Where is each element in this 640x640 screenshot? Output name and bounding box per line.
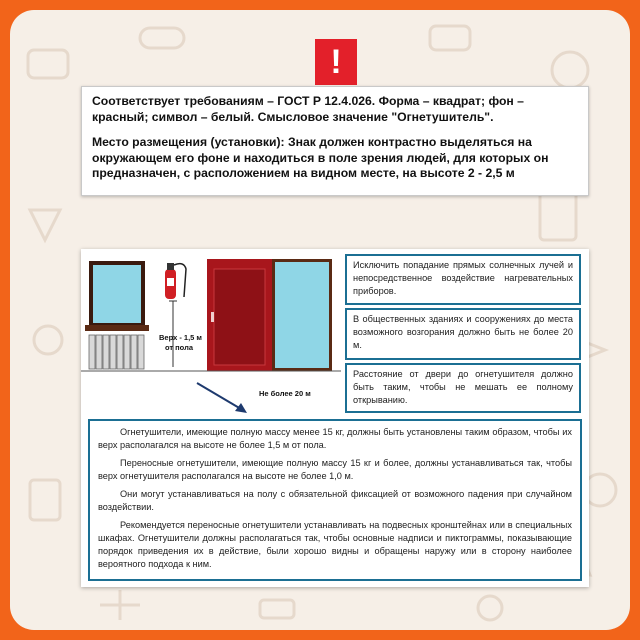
placement-text: Место размещения (установки): Знак должен контрастно выделяться на окружающем его фоне и находиться в поле зрения людей, для которых он предназначен, с расположением на видном месте, на высоте 2 - 2,5 м (92, 135, 549, 180)
rule-paragraph: Огнетушители, имеющие полную массу менее 15 кг, должны быть установлены таким образом, чтобы их верх располагался на высоте не более 1,5 м от пола. (98, 427, 572, 450)
fire-extinguisher-icon (165, 263, 186, 299)
rule-paragraph: Рекомендуется переносные огнетушители устанавливать на подвесных кронштейнах или в специальных шкафах. Огнетушители должны располагаться так, чтобы основные надписи и пиктограммы, показывающие порядок приведения их в действие, были хорошо видны и обращены наружу или в сторону наиболее вероятного подхода к ним. (98, 520, 572, 569)
distance-label: Не более 20 м (259, 389, 311, 398)
rule-paragraph: Переносные огнетушители, имеющие полную массу 15 кг и более, должны устанавливаться так, чтобы верх огнетушителя располагался на высоте не более 1,0 м. (98, 458, 572, 481)
window-illustration (85, 261, 149, 331)
note-sunlight: Исключить попадание прямых солнечных лучей и непосредственное воздействие нагревательных приборов. (345, 254, 581, 305)
distance-arrow (197, 383, 247, 413)
standard-text: Соответствует требованиям – ГОСТ Р 12.4.026. Форма – квадрат; фон – красный; символ – белый. Смысловое значение "Огнетушитель". (92, 94, 524, 124)
installation-rules-box (88, 419, 582, 581)
page-frame (10, 10, 630, 630)
door-glass-panel (272, 259, 332, 371)
rule-paragraph: Они могут устанавливаться на полу с обязательной фиксацией от возможного падения при случайном воздействии. (98, 489, 572, 512)
radiator-illustration (89, 335, 144, 369)
exclamation-symbol: ! (330, 43, 342, 81)
height-label-top: Верх - 1,5 м (159, 333, 202, 342)
note-distance-public: В общественных зданиях и сооружениях до места возможного возгорания должно быть не более 20 м. (345, 308, 581, 360)
requirements-box (81, 86, 589, 196)
note-door-distance: Расстояние от двери до огнетушителя должно быть таким, чтобы не мешать ее полному открыванию. (345, 363, 581, 413)
door-illustration (207, 259, 272, 371)
info-panel (81, 249, 589, 587)
warning-sign-icon (315, 39, 357, 85)
height-label-bottom: от пола (165, 343, 194, 352)
